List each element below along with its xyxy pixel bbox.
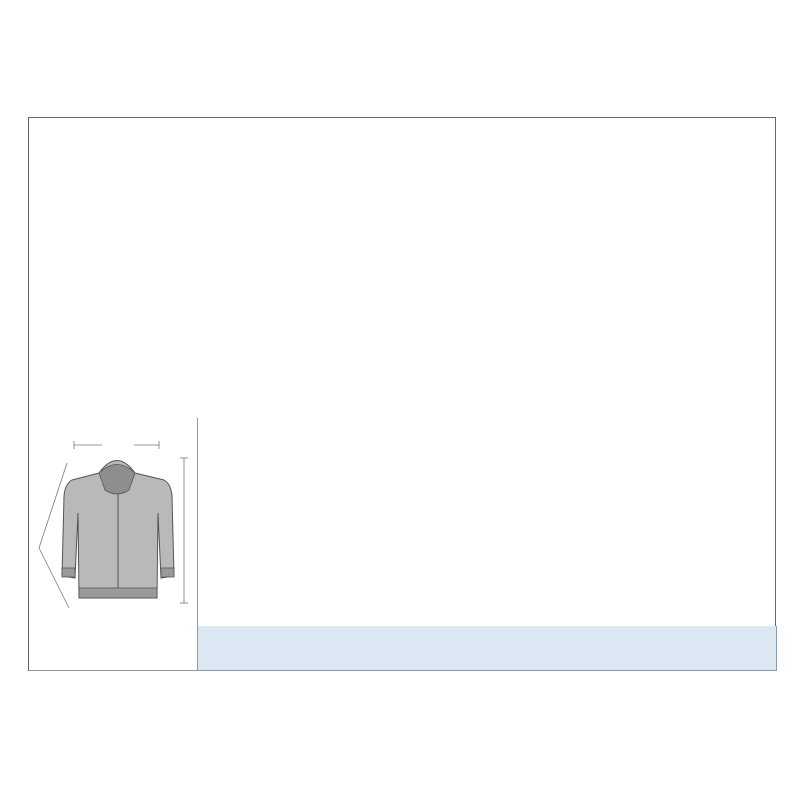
size-chart [28, 117, 776, 671]
size-advice-message [69, 208, 737, 234]
measurement-diagram [29, 418, 198, 671]
footer-note [198, 626, 777, 671]
hoodie-diagram-icon [29, 418, 197, 671]
